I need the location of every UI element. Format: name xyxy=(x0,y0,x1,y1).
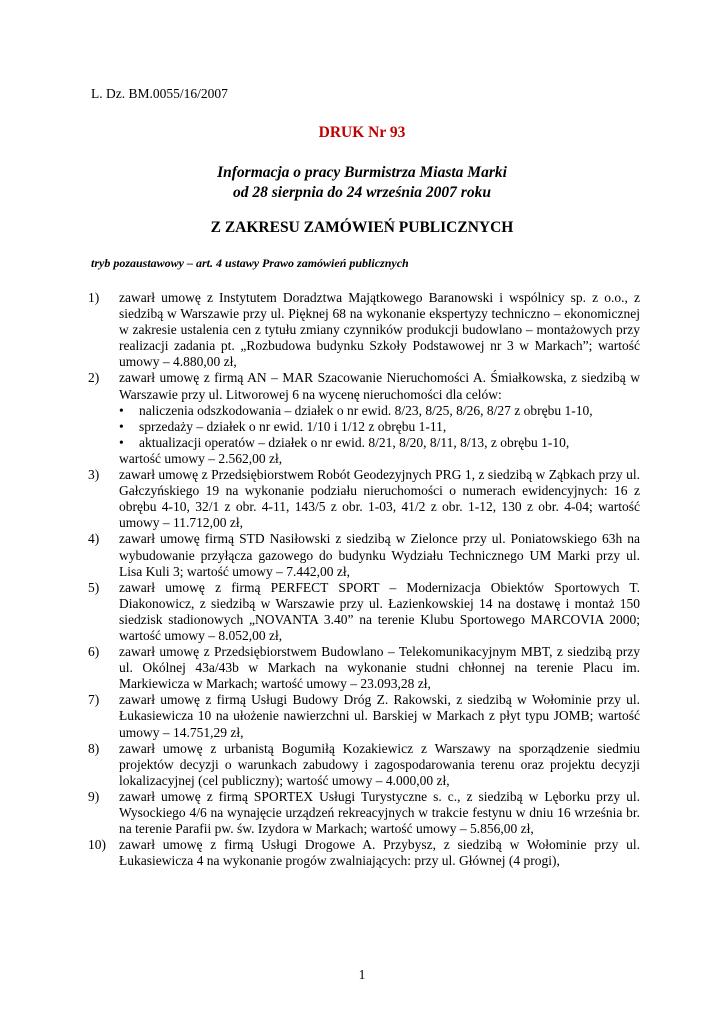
list-item xyxy=(88,644,640,692)
item-number: 6) xyxy=(88,644,100,660)
item-text: zawarł umowę z Przedsiębiorstwem Robót Geodezyjnych PRG 1, z siedzibą w Ząbkach przy ul. Gałczyńskiego 19 na wykonanie podziału nieruchomości o numerach ewidencyjnych: 16 z obrębu 4-10, 32/1 z obr. 4-11, 143/5 z obr. 1-03, 41/2 z obr. 1-12, 130 z obr. 4-04; wartość umowy – 11.712,00 zł, xyxy=(119,467,640,531)
item-number: 9) xyxy=(88,788,100,804)
item-number: 2) xyxy=(88,370,100,386)
document-subtitle xyxy=(0,163,724,203)
subtitle-line-2: od 28 sierpnia do 24 września 2007 roku xyxy=(233,184,491,201)
section-title: Z ZAKRESU ZAMÓWIEŃ PUBLICZNYCH xyxy=(210,219,514,236)
contracts-list xyxy=(88,290,640,869)
list-item xyxy=(88,467,640,531)
bullet-item xyxy=(119,435,640,451)
list-item xyxy=(88,741,640,789)
list-item xyxy=(88,789,640,837)
item-text: zawarł umowę z firmą Usługi Drogowe A. Przybysz, z siedzibą w Wołominie przy ul. Łukasiewicza 4 na wykonanie progów zwalniających: przy ul. Głównej (4 progi), xyxy=(119,837,640,869)
item-text: zawarł umowę z firmą SPORTEX Usługi Turystyczne s. c., z siedzibą w Lęborku przy ul. Wysockiego 4/6 na wynajęcie urządzeń rekreacyjnych w trakcie festynu w dniu 16 września br. na terenie Parafii pw. św. Izydora w Markach; wartość umowy – 5.856,00 zł, xyxy=(119,788,640,837)
procurement-mode: tryb pozaustawowy – art. 4 ustawy Prawo zamówień publicznych xyxy=(91,256,409,270)
bullet-item xyxy=(119,419,640,435)
bullet-icon: • xyxy=(119,434,124,450)
item-number: 5) xyxy=(88,579,100,595)
item-value: wartość umowy – 2.562,00 zł, xyxy=(119,450,283,466)
bullet-text: naliczenia odszkodowania – działek o nr ewid. 8/23, 8/25, 8/26, 8/27 z obrębu 1-10, xyxy=(139,402,593,418)
list-item xyxy=(88,290,640,370)
document-reference: L. Dz. BM.0055/16/2007 xyxy=(91,86,228,101)
bullet-item xyxy=(119,403,640,419)
item-number: 4) xyxy=(88,531,100,547)
item-number: 8) xyxy=(88,740,100,756)
item-text: zawarł umowę z firmą AN – MAR Szacowanie Nieruchomości A. Śmiałkowska, z siedzibą w Warszawie przy ul. Litworowej 6 na wycenę nieruchomości dla celów: xyxy=(119,370,640,402)
list-item xyxy=(88,370,640,467)
item-number: 3) xyxy=(88,467,100,483)
item-text: zawarł umowę z Instytutem Doradztwa Majątkowego Baranowski i wspólnicy sp. z o.o., z siedzibą w Warszawie przy ul. Pięknej 68 na wykonanie ekspertyzy techniczno – ekonomicznej w zakresie ustalenia cen z tytułu zmiany czynników produkcji budowlano – montażowych przy realizacji zadania pt. „Rozbudowa budynku Szkoły Podstawowej nr 3 w Markach”; wartość umowy – 4.880,00 zł, xyxy=(119,290,640,370)
page-number: 1 xyxy=(358,967,366,982)
item-text: zawarł umowę firmą STD Nasiłowski z siedzibą w Zielonce przy ul. Poniatowskiego 63h na wybudowanie przyłącza gazowego do budynku Wydziału Technicznego UM Marki przy ul. Lisa Kuli 3; wartość umowy – 7.442,00 zł, xyxy=(119,531,640,579)
bullet-text: sprzedaży – działek o nr ewid. 1/10 i 1/12 z obrębu 1-11, xyxy=(139,418,447,434)
item-text: zawarł umowę z urbanistą Bogumiłą Kozakiewicz z Warszawy na sporządzenie siedmiu projektów decyzji o warunkach zabudowy i zagospodarowania terenu oraz projektu decyzji lokalizacyjnej (cel publiczny); wartość umowy – 4.000,00 zł, xyxy=(119,740,640,788)
list-item xyxy=(88,692,640,740)
bullet-text: aktualizacji operatów – działek o nr ewid. 8/21, 8/20, 8/11, 8/13, z obrębu 1-10, xyxy=(139,434,570,450)
item-text: zawarł umowę z firmą Usługi Budowy Dróg Z. Rakowski, z siedzibą w Wołominie przy ul. Łukasiewicza 10 na ułożenie nawierzchni ul. Barskiej w Markach z płyt typu JOMB; wartość umowy – 14.751,29 zł, xyxy=(119,692,640,740)
bullet-icon: • xyxy=(119,402,124,418)
bullet-icon: • xyxy=(119,418,124,434)
item-number: 7) xyxy=(88,692,100,708)
list-item xyxy=(88,580,640,644)
item-text: zawarł umowę z firmą PERFECT SPORT – Modernizacja Obiektów Sportowych T. Diakonowicz, z siedzibą w Warszawie przy ul. Łazienkowskiej 14 na dostawę i montaż 150 siedzisk stadionowych „NOVANTA 3.40” na terenie Klubu Sportowego MARCOVIA 2000; wartość umowy – 8.052,00 zł, xyxy=(119,579,640,643)
list-item xyxy=(88,837,640,869)
item-text: zawarł umowę z Przedsiębiorstwem Budowlano – Telekomunikacyjnym MBT, z siedzibą przy ul. Okólnej 43a/43b w Markach na wykonanie studni chłonnej na terenie Placu im. Markiewicza w Markach; wartość umowy – 23.093,28 zł, xyxy=(119,644,640,692)
item-number: 10) xyxy=(88,837,106,853)
item-number: 1) xyxy=(88,290,100,305)
druk-title: DRUK Nr 93 xyxy=(318,124,406,141)
subtitle-line-1: Informacja o pracy Burmistrza Miasta Marki xyxy=(217,164,507,181)
list-item xyxy=(88,531,640,579)
